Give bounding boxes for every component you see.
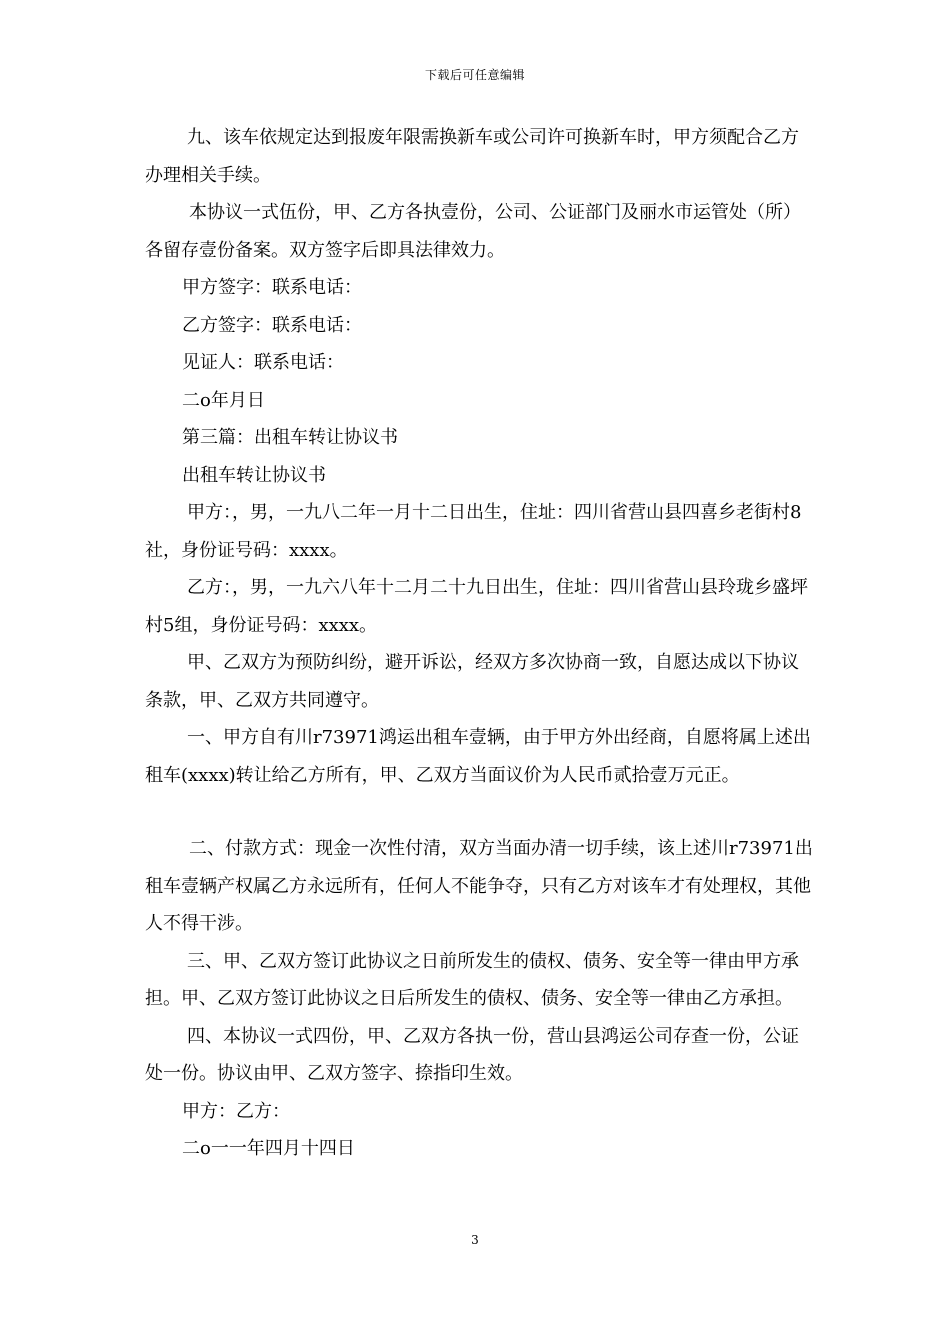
clause-nine: 九、该车依规定达到报废年限需换新车或公司许可换新车时，甲方须配合乙方办理相关手续。 [145, 127, 799, 186]
closing-date: 二o一一年四月十四日 [182, 1138, 355, 1159]
clause-four: 四、本协议一式四份，甲、乙双方各执一份，营山县鸿运公司存查一份，公证处一份。协议由甲、乙双方签字、捺指印生效。 [145, 1025, 799, 1084]
document-body [145, 119, 815, 1168]
party-b-signature-line: 乙方签字：联系电话： [182, 314, 362, 336]
page-number: 3 [471, 1233, 479, 1247]
party-b-info: 乙方：，男，一九六八年十二月二十九日出生，住址：四川省营山县玲珑乡盛坪村5组，身份证号码：xxxx。 [145, 577, 808, 636]
witness-signature-line: 见证人：联系电话： [182, 352, 344, 373]
party-a-info: 甲方：，男，一九八二年一月十二日出生，住址：四川省营山县四喜乡老街村8社，身份证号码：xxxx。 [145, 502, 802, 561]
party-a-signature-line: 甲方签字：联系电话： [182, 277, 362, 298]
copies-clause: 本协议一式伍份，甲、乙方各执壹份，公司、公证部门及丽水市运管处（所）各留存壹份备案。双方签字后即具法律效力。 [145, 202, 801, 261]
page-header: 下载后可任意编辑 [424, 68, 525, 82]
clause-two: 二、付款方式：现金一次性付清，双方当面办清一切手续，该上述川r73971出租车壹辆产权属乙方永远所有，任何人不能争夺，只有乙方对该车才有处理权，其他人不得干涉。 [145, 838, 813, 934]
clause-one: 一、甲方自有川r73971鸿运出租车壹辆，由于甲方外出经商，自愿将属上述出租车(xxxx)转让给乙方所有，甲、乙双方当面议价为人民币贰拾壹万元正。 [145, 727, 811, 786]
signature-line: 甲方：乙方： [182, 1100, 290, 1122]
date-line: 二o年月日 [182, 389, 265, 411]
preamble: 甲、乙双方为预防纠纷，避开诉讼，经双方多次协商一致，自愿达成以下协议条款，甲、乙双方共同遵守。 [145, 652, 799, 711]
paragraph-spacer [145, 794, 815, 830]
clause-three: 三、甲、乙双方签订此协议之日前所发生的债权、债务、安全等一律由甲方承担。甲、乙双方签订此协议之日后所发生的债权、债务、安全等一律由乙方承担。 [145, 950, 799, 1009]
document-title: 出租车转让协议书 [182, 464, 326, 486]
section-heading: 第三篇：出租车转让协议书 [182, 427, 398, 448]
